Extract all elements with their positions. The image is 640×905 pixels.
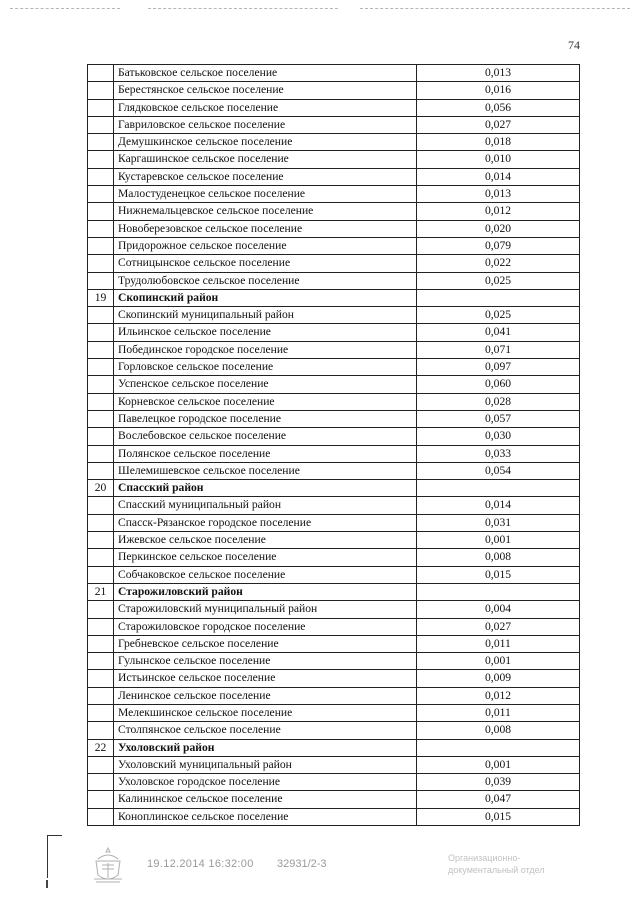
- settlement-name-cell: Ухоловский муниципальный район: [114, 756, 417, 773]
- table-row: [88, 653, 580, 670]
- row-number-cell: [88, 134, 114, 151]
- settlement-name-cell: Коноплинское сельское поселение: [114, 808, 417, 825]
- table-row: [88, 704, 580, 721]
- district-header-row: [88, 289, 580, 306]
- row-number-cell: [88, 497, 114, 514]
- table-row: [88, 272, 580, 289]
- row-number-cell: [88, 203, 114, 220]
- settlement-name-cell: Малостуденецкое сельское поселение: [114, 186, 417, 203]
- settlement-name-cell: Демушкинское сельское поселение: [114, 134, 417, 151]
- table-row: [88, 549, 580, 566]
- table-row: [88, 376, 580, 393]
- district-name-cell: Скопинский район: [114, 289, 417, 306]
- district-header-row: [88, 583, 580, 600]
- coefficient-value-cell: 0,016: [417, 82, 580, 99]
- settlement-name-cell: Корневское сельское поселение: [114, 393, 417, 410]
- settlement-name-cell: Ильинское сельское поселение: [114, 324, 417, 341]
- table-row: [88, 307, 580, 324]
- district-header-row: [88, 739, 580, 756]
- row-number-cell: [88, 341, 114, 358]
- coefficient-value-cell: 0,027: [417, 116, 580, 133]
- coefficient-value-cell: 0,025: [417, 272, 580, 289]
- stamp-datetime: 19.12.2014 16:32:00: [147, 858, 254, 870]
- row-number-cell: [88, 324, 114, 341]
- coefficient-value-cell: 0,015: [417, 808, 580, 825]
- settlement-name-cell: Полянское сельское поселение: [114, 445, 417, 462]
- table-row: [88, 428, 580, 445]
- department-watermark: [448, 852, 545, 876]
- table-row: [88, 237, 580, 254]
- coefficient-value-cell: 0,004: [417, 601, 580, 618]
- table-row: [88, 670, 580, 687]
- settlement-name-cell: Нижнемальцевское сельское поселение: [114, 203, 417, 220]
- table-row: [88, 324, 580, 341]
- settlement-name-cell: Придорожное сельское поселение: [114, 237, 417, 254]
- settlement-name-cell: Сотницынское сельское поселение: [114, 255, 417, 272]
- table-row: [88, 134, 580, 151]
- row-number-cell: [88, 635, 114, 652]
- margin-mark: [46, 880, 48, 888]
- table-row: [88, 601, 580, 618]
- row-number-cell: [88, 428, 114, 445]
- settlement-name-cell: Спасский муниципальный район: [114, 497, 417, 514]
- row-number-cell: [88, 618, 114, 635]
- row-number-cell: [88, 65, 114, 82]
- table-row: [88, 722, 580, 739]
- coefficient-value-cell: 0,008: [417, 549, 580, 566]
- row-number-cell: [88, 168, 114, 185]
- table-row: [88, 497, 580, 514]
- row-number-cell: [88, 704, 114, 721]
- settlement-name-cell: Трудолюбовское сельское поселение: [114, 272, 417, 289]
- coefficient-value-cell: 0,014: [417, 168, 580, 185]
- settlement-name-cell: Шелемишевское сельское поселение: [114, 462, 417, 479]
- row-number-cell: 19: [88, 289, 114, 306]
- row-number-cell: [88, 514, 114, 531]
- district-header-row: [88, 480, 580, 497]
- coefficient-value-cell: 0,020: [417, 220, 580, 237]
- settlement-name-cell: Павелецкое городское поселение: [114, 410, 417, 427]
- table-row: [88, 393, 580, 410]
- coefficient-value-cell: 0,012: [417, 687, 580, 704]
- table-row: [88, 410, 580, 427]
- coefficient-value-cell: 0,001: [417, 756, 580, 773]
- table-row: [88, 220, 580, 237]
- table-row: [88, 635, 580, 652]
- coefficient-value-cell: 0,057: [417, 410, 580, 427]
- row-number-cell: [88, 186, 114, 203]
- coat-of-arms-seal-icon: [88, 845, 128, 885]
- coefficient-value-cell: 0,027: [417, 618, 580, 635]
- row-number-cell: [88, 151, 114, 168]
- row-number-cell: [88, 774, 114, 791]
- coefficient-value-cell: 0,013: [417, 65, 580, 82]
- table-row: [88, 756, 580, 773]
- coefficient-value-cell: 0,041: [417, 324, 580, 341]
- margin-bracket: [47, 835, 62, 878]
- settlement-name-cell: Гребневское сельское поселение: [114, 635, 417, 652]
- coefficient-value-cell: [417, 480, 580, 497]
- coefficient-value-cell: 0,030: [417, 428, 580, 445]
- coefficient-value-cell: 0,008: [417, 722, 580, 739]
- settlement-name-cell: Побединское городское поселение: [114, 341, 417, 358]
- settlement-name-cell: Успенское сельское поселение: [114, 376, 417, 393]
- coefficient-value-cell: 0,001: [417, 653, 580, 670]
- row-number-cell: [88, 307, 114, 324]
- settlement-name-cell: Истьинское сельское поселение: [114, 670, 417, 687]
- settlement-name-cell: Кустаревское сельское поселение: [114, 168, 417, 185]
- row-number-cell: [88, 670, 114, 687]
- table-row: [88, 168, 580, 185]
- settlement-name-cell: Скопинский муниципальный район: [114, 307, 417, 324]
- top-edge-line-right: [360, 8, 630, 9]
- coefficient-value-cell: 0,001: [417, 532, 580, 549]
- row-number-cell: [88, 82, 114, 99]
- settlement-name-cell: Батьковское сельское поселение: [114, 65, 417, 82]
- table-row: [88, 151, 580, 168]
- settlement-name-cell: Столпянское сельское поселение: [114, 722, 417, 739]
- coefficient-value-cell: 0,025: [417, 307, 580, 324]
- row-number-cell: [88, 272, 114, 289]
- table-row: [88, 359, 580, 376]
- coefficient-value-cell: [417, 289, 580, 306]
- coefficient-value-cell: 0,031: [417, 514, 580, 531]
- row-number-cell: [88, 445, 114, 462]
- coefficient-value-cell: 0,033: [417, 445, 580, 462]
- settlement-name-cell: Гулынское сельское поселение: [114, 653, 417, 670]
- table-row: [88, 532, 580, 549]
- row-number-cell: [88, 687, 114, 704]
- settlement-name-cell: Ухоловское городское поселение: [114, 774, 417, 791]
- settlement-name-cell: Старожиловский муниципальный район: [114, 601, 417, 618]
- row-number-cell: [88, 255, 114, 272]
- settlement-name-cell: Ижевское сельское поселение: [114, 532, 417, 549]
- row-number-cell: [88, 532, 114, 549]
- row-number-cell: [88, 99, 114, 116]
- coefficient-value-cell: 0,022: [417, 255, 580, 272]
- row-number-cell: [88, 808, 114, 825]
- row-number-cell: [88, 237, 114, 254]
- settlement-name-cell: Каргашинское сельское поселение: [114, 151, 417, 168]
- table-row: [88, 341, 580, 358]
- table-row: [88, 82, 580, 99]
- coefficient-value-cell: [417, 739, 580, 756]
- coefficient-value-cell: 0,014: [417, 497, 580, 514]
- stamp-document-code: 32931/2-3: [277, 858, 327, 870]
- row-number-cell: [88, 566, 114, 583]
- settlement-name-cell: Глядковское сельское поселение: [114, 99, 417, 116]
- coefficient-value-cell: 0,028: [417, 393, 580, 410]
- row-number-cell: [88, 549, 114, 566]
- table-row: [88, 808, 580, 825]
- settlement-name-cell: Ленинское сельское поселение: [114, 687, 417, 704]
- table-body: [88, 65, 580, 826]
- district-name-cell: Старожиловский район: [114, 583, 417, 600]
- row-number-cell: [88, 601, 114, 618]
- table-row: [88, 116, 580, 133]
- coefficient-value-cell: 0,012: [417, 203, 580, 220]
- table-row: [88, 566, 580, 583]
- table-row: [88, 99, 580, 116]
- table-row: [88, 774, 580, 791]
- settlement-name-cell: Калининское сельское поселение: [114, 791, 417, 808]
- row-number-cell: [88, 462, 114, 479]
- coefficient-value-cell: 0,011: [417, 704, 580, 721]
- row-number-cell: [88, 791, 114, 808]
- coefficient-value-cell: 0,056: [417, 99, 580, 116]
- table-row: [88, 514, 580, 531]
- row-number-cell: 20: [88, 480, 114, 497]
- top-edge-line-left: [10, 8, 120, 9]
- row-number-cell: 21: [88, 583, 114, 600]
- coefficient-value-cell: 0,060: [417, 376, 580, 393]
- settlement-name-cell: Новоберезовское сельское поселение: [114, 220, 417, 237]
- coefficient-value-cell: 0,039: [417, 774, 580, 791]
- coefficient-value-cell: 0,010: [417, 151, 580, 168]
- coefficient-value-cell: 0,011: [417, 635, 580, 652]
- row-number-cell: [88, 653, 114, 670]
- coefficient-value-cell: 0,079: [417, 237, 580, 254]
- row-number-cell: [88, 116, 114, 133]
- table-row: [88, 445, 580, 462]
- watermark-line-2: документальный отдел: [448, 865, 545, 875]
- coefficient-value-cell: 0,015: [417, 566, 580, 583]
- district-name-cell: Спасский район: [114, 480, 417, 497]
- row-number-cell: 22: [88, 739, 114, 756]
- row-number-cell: [88, 410, 114, 427]
- page-number: 74: [568, 38, 580, 52]
- settlement-name-cell: Старожиловское городское поселение: [114, 618, 417, 635]
- coefficient-value-cell: 0,071: [417, 341, 580, 358]
- table-row: [88, 65, 580, 82]
- row-number-cell: [88, 756, 114, 773]
- settlement-name-cell: Вослебовское сельское поселение: [114, 428, 417, 445]
- row-number-cell: [88, 359, 114, 376]
- district-name-cell: Ухоловский район: [114, 739, 417, 756]
- coefficient-value-cell: 0,018: [417, 134, 580, 151]
- settlement-name-cell: Спасск-Рязанское городское поселение: [114, 514, 417, 531]
- settlement-name-cell: Берестянское сельское поселение: [114, 82, 417, 99]
- row-number-cell: [88, 376, 114, 393]
- table-row: [88, 186, 580, 203]
- settlement-name-cell: Перкинское сельское поселение: [114, 549, 417, 566]
- coefficients-table: [87, 64, 580, 826]
- table-row: [88, 203, 580, 220]
- coefficient-value-cell: 0,009: [417, 670, 580, 687]
- watermark-line-1: Организационно-: [448, 853, 521, 863]
- row-number-cell: [88, 722, 114, 739]
- coefficient-value-cell: 0,097: [417, 359, 580, 376]
- coefficient-value-cell: 0,047: [417, 791, 580, 808]
- row-number-cell: [88, 220, 114, 237]
- top-edge-line-mid: [148, 8, 338, 9]
- settlement-name-cell: Горловское сельское поселение: [114, 359, 417, 376]
- table-row: [88, 462, 580, 479]
- coefficient-value-cell: 0,054: [417, 462, 580, 479]
- settlement-name-cell: Собчаковское сельское поселение: [114, 566, 417, 583]
- coefficient-value-cell: 0,013: [417, 186, 580, 203]
- table-row: [88, 687, 580, 704]
- table-row: [88, 791, 580, 808]
- row-number-cell: [88, 393, 114, 410]
- coefficient-value-cell: [417, 583, 580, 600]
- settlement-name-cell: Гавриловское сельское поселение: [114, 116, 417, 133]
- table-row: [88, 618, 580, 635]
- table-row: [88, 255, 580, 272]
- settlement-name-cell: Мелекшинское сельское поселение: [114, 704, 417, 721]
